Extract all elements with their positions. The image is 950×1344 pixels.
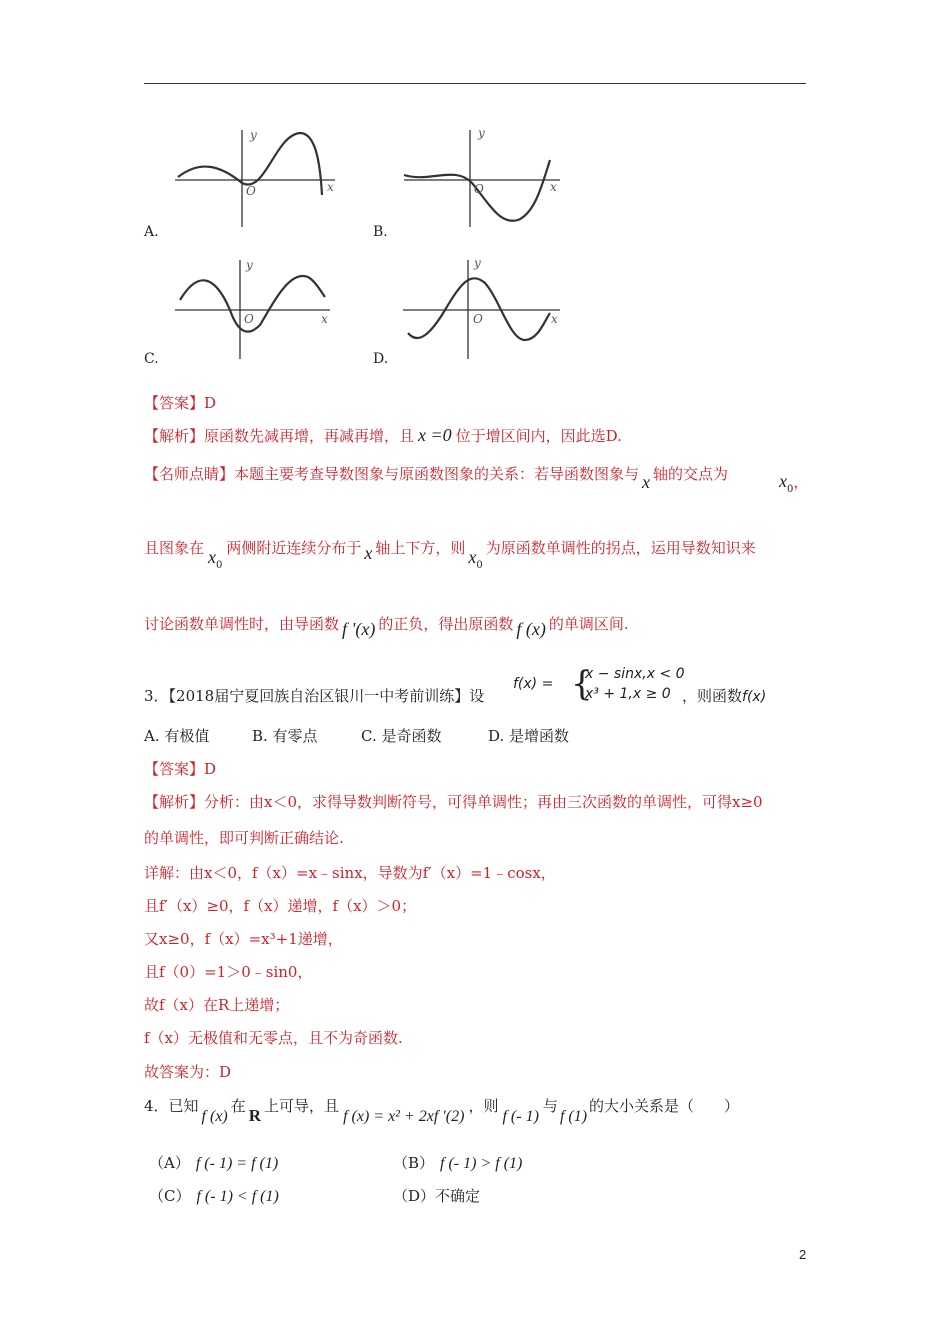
q3-option-c: C. 是奇函数	[361, 727, 442, 745]
graph-d-x-label: x	[551, 312, 558, 326]
q4-fm1: f (- 1)	[502, 1108, 539, 1125]
graph-c	[170, 255, 340, 360]
q3-answer: 【答案】D	[144, 760, 217, 778]
graph-a-x-label: x	[327, 180, 334, 194]
q2-line2-x: x	[364, 543, 373, 563]
q4-stem: 4．已知f (x)在 R 上可导，且f (x) = x² + 2xf ′(2)，则f (- 1)与f (1)的大小关系是（ ）	[144, 1097, 740, 1125]
q3-analysis-line: 故答案为：D	[144, 1063, 232, 1081]
q3-stem-func: f(x)	[742, 689, 767, 705]
graph-a-y-label: y	[250, 128, 257, 142]
graph-d-label: D.	[373, 351, 389, 367]
q3-analysis-line: 故f（x）在R上递增；	[144, 996, 290, 1014]
q4-f1v: f (1)	[559, 1108, 588, 1125]
header-rule	[144, 83, 806, 84]
graph-d-y-label: y	[474, 256, 481, 270]
q2-answer: 【答案】D	[144, 394, 217, 412]
q3-func-lhs: f(x) =	[513, 676, 554, 692]
graph-d	[400, 255, 570, 360]
q3-option-d: D. 是增函数	[488, 727, 570, 745]
q2-analysis-prefix: 【解析】原函数先减再增，再减再增，且	[144, 427, 415, 445]
graph-d-origin: O	[473, 312, 483, 326]
graph-b	[400, 125, 570, 230]
q3-analysis-line: 【解析】分析：由x＜0，求得导数判断符号，可得单调性；再由三次函数的单调性，可得x≥0	[144, 793, 763, 811]
q2-analysis	[144, 425, 622, 446]
q3-analysis-line: 详解：由x＜0，f（x）=x﹣sinx，导数为f′（x）=1﹣cosx，	[144, 864, 556, 882]
q2-line3: 讨论函数单调性时，由导函数 f '(x) 的正负，得出原函数 f (x) 的单调区间.	[144, 615, 629, 639]
graph-c-label: C.	[144, 351, 159, 367]
graph-a-label: A.	[144, 224, 159, 240]
q4-R: R	[248, 1106, 262, 1125]
graph-a-origin: O	[246, 184, 256, 198]
q3-analysis-line: 且f′（x）≥0，f（x）递增，f（x）＞0；	[144, 897, 417, 915]
q3-option-b: B. 有零点	[252, 727, 318, 745]
q2-tip-prefix: 【名师点睛】本题主要考查导数图象与原函数图象的关系：若导函数图象与	[144, 465, 640, 483]
q3-option-a: A. 有极值	[144, 727, 210, 745]
q3-analysis-line: 且f（0）=1＞0﹣sin0，	[144, 963, 313, 981]
q2-line3-f2: f (x)	[516, 619, 546, 639]
q4-option-c: （C） f (- 1) < f (1)	[149, 1187, 279, 1205]
graph-c-origin: O	[244, 312, 254, 326]
q2-line2-x0: $x_0$	[208, 547, 223, 571]
q2-analysis-suffix: 位于增区间内，因此选D.	[455, 427, 622, 445]
graph-b-label: B.	[373, 224, 388, 240]
q3-case2: x³ + 1,x ≥ 0	[585, 686, 671, 702]
q3-case1: x − sinx,x < 0	[585, 666, 685, 682]
q3-stem-prefix: 3．【2018届宁夏回族自治区银川一中考前训练】设	[144, 687, 485, 705]
graph-a	[170, 125, 340, 230]
q3-analysis-line: 又x≥0，f（x）=x³+1递增，	[144, 930, 343, 948]
q3-brace: {	[571, 664, 593, 704]
q2-analysis-math: x =0	[418, 425, 452, 445]
q4-option-d: （D）不确定	[393, 1187, 481, 1205]
q2-line3-f1: f '(x)	[342, 619, 376, 639]
graph-c-x-label: x	[321, 312, 328, 326]
q3-analysis-line: f（x）无极值和无零点，且不为奇函数.	[144, 1029, 403, 1047]
q4-option-a: （A） f (- 1) = f (1)	[149, 1154, 279, 1172]
q2-line2: 且图象在 $x_0$两侧附近连续分布于 x 轴上下方，则 $x_0$为原函数单调性的拐点，运用导数知识来	[144, 539, 756, 571]
graph-b-origin: O	[474, 182, 484, 196]
q2-line2-x0b: $x_0$	[468, 547, 483, 571]
graph-c-y-label: y	[246, 258, 253, 272]
graph-b-y-label: y	[478, 126, 485, 140]
q4-eq: f (x) = x² + 2xf ′(2)	[343, 1108, 465, 1125]
q4-option-b: （B） f (- 1) > f (1)	[393, 1154, 523, 1172]
page-number: 2	[799, 1247, 807, 1262]
q2-tip	[144, 463, 729, 492]
q2-tip-x0: $x_0$，	[779, 471, 809, 495]
q2-tip-mid: 轴的交点为	[653, 465, 729, 483]
q4-f1: f (x)	[201, 1108, 228, 1125]
graph-b-x-label: x	[550, 180, 557, 194]
q2-tip-x: x	[642, 472, 651, 492]
q3-analysis-line: 的单调性，即可判断正确结论.	[144, 829, 344, 847]
q3-stem-suffix: ，则函数f(x)	[682, 687, 767, 705]
